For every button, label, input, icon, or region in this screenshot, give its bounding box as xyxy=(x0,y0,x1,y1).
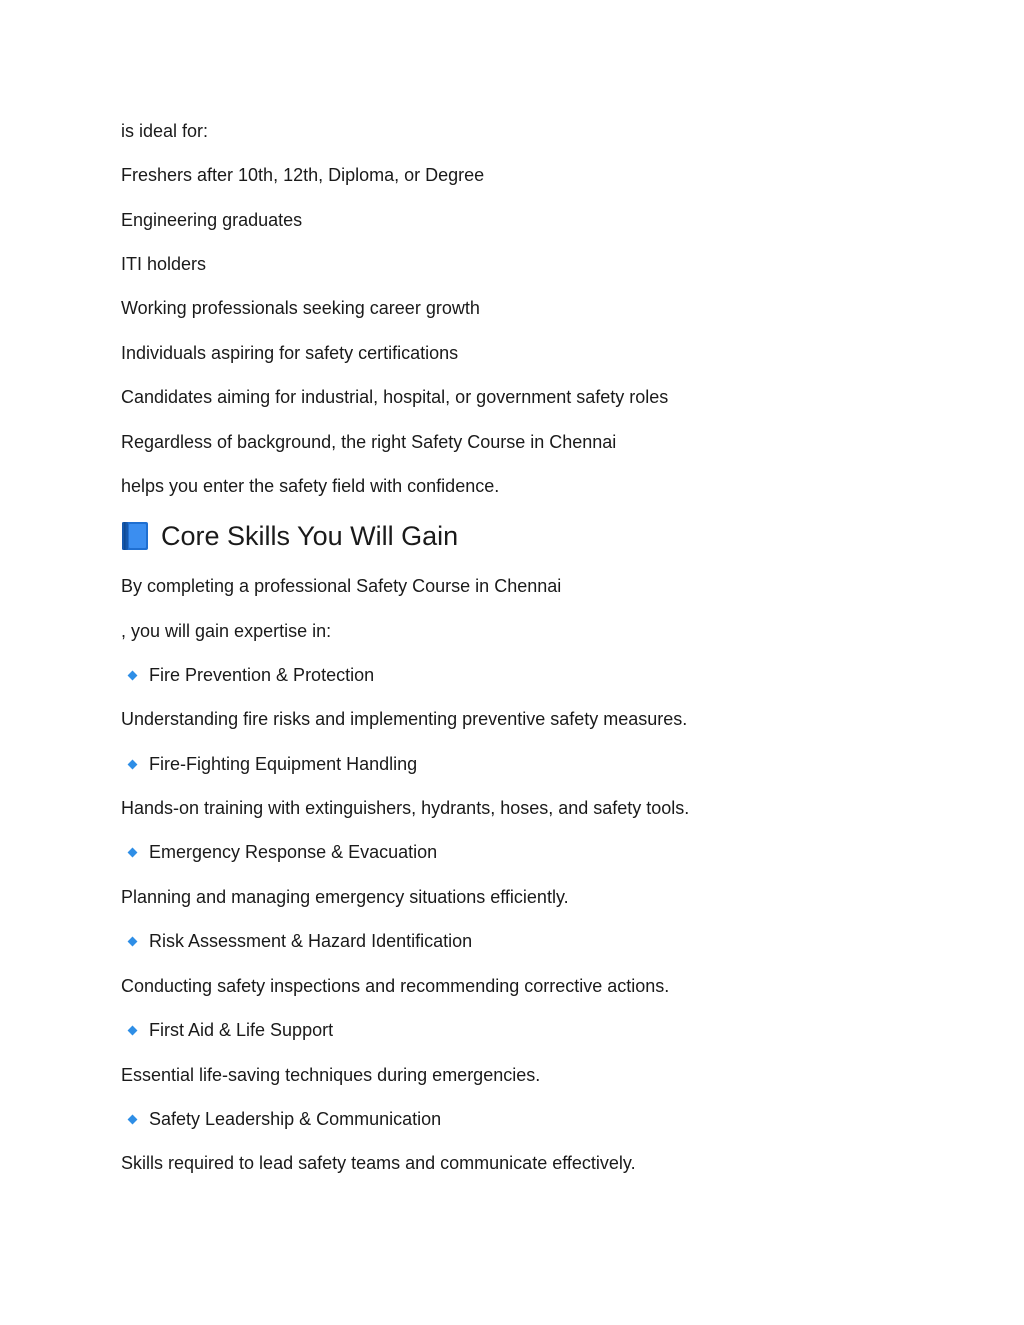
audience-item: Individuals aspiring for safety certifications xyxy=(121,343,459,363)
skill-title-row xyxy=(121,841,437,863)
small-blue-diamond-icon xyxy=(128,1114,138,1124)
audience-item: Engineering graduates xyxy=(121,210,303,230)
intro-lead: is ideal for: xyxy=(121,121,209,141)
skill-description: Conducting safety inspections and recommending corrective actions. xyxy=(121,976,670,996)
skill-title: Fire-Fighting Equipment Handling xyxy=(149,754,418,774)
intro-closing-line: Regardless of background, the right Safety Course in Chennai xyxy=(121,432,617,452)
skill-description: Hands-on training with extinguishers, hydrants, hoses, and safety tools. xyxy=(121,798,690,818)
audience-item: ITI holders xyxy=(121,254,207,274)
skill-title-row xyxy=(121,664,374,686)
skill-title: Fire Prevention & Protection xyxy=(149,665,375,685)
skill-title: First Aid & Life Support xyxy=(149,1020,334,1040)
small-blue-diamond-icon xyxy=(128,1025,138,1035)
skill-description: Essential life-saving techniques during emergencies. xyxy=(121,1065,541,1085)
section-heading xyxy=(121,519,458,553)
section-heading-text: Core Skills You Will Gain xyxy=(161,521,459,551)
skill-title: Risk Assessment & Hazard Identification xyxy=(149,931,473,951)
skill-title-row xyxy=(121,930,472,952)
audience-item: Candidates aiming for industrial, hospital, or government safety roles xyxy=(121,387,669,407)
skill-description: Skills required to lead safety teams and communicate effectively. xyxy=(121,1153,636,1173)
skill-description: Understanding fire risks and implementing preventive safety measures. xyxy=(121,709,688,729)
skill-title-row xyxy=(121,753,417,775)
skill-title-row xyxy=(121,1108,441,1130)
audience-item: Freshers after 10th, 12th, Diploma, or Degree xyxy=(121,165,485,185)
skill-description: Planning and managing emergency situations efficiently. xyxy=(121,887,569,907)
skills-intro-line: By completing a professional Safety Course in Chennai xyxy=(121,576,562,596)
skills-intro-line: , you will gain expertise in: xyxy=(121,621,332,641)
small-blue-diamond-icon xyxy=(128,670,138,680)
blue-book-icon xyxy=(121,521,149,551)
small-blue-diamond-icon xyxy=(128,847,138,857)
small-blue-diamond-icon xyxy=(128,759,138,769)
skill-title: Safety Leadership & Communication xyxy=(149,1109,442,1129)
intro-closing-line: helps you enter the safety field with confidence. xyxy=(121,476,500,496)
small-blue-diamond-icon xyxy=(128,936,138,946)
skill-title-row xyxy=(121,1019,333,1041)
skill-title: Emergency Response & Evacuation xyxy=(149,842,438,862)
audience-item: Working professionals seeking career growth xyxy=(121,298,480,318)
